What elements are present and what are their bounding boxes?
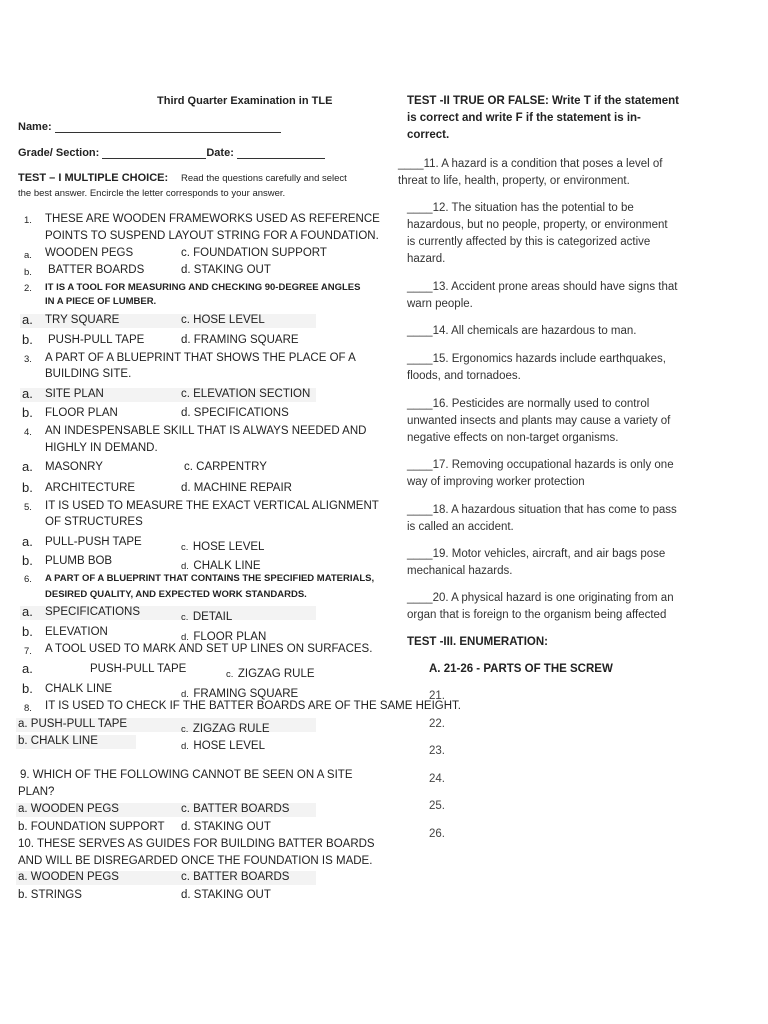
- question-text: PLAN?: [18, 786, 55, 798]
- choice-c[interactable]: c. ZIGZAG RULE: [181, 723, 270, 735]
- choice-letter: a.: [22, 459, 33, 474]
- choice-c[interactable]: c. HOSE LEVEL: [181, 541, 265, 553]
- answer-number: 21.: [429, 690, 445, 702]
- choice-letter: a.: [22, 312, 33, 327]
- choice-letter: b.: [22, 332, 33, 347]
- question-text: OF STRUCTURES: [45, 516, 143, 528]
- choice-c[interactable]: c. BATTER BOARDS: [181, 871, 290, 883]
- test2-heading: is correct and write F if the statement is in-: [407, 112, 641, 124]
- choice-b[interactable]: PUSH-PULL TAPE: [48, 334, 145, 346]
- choice-a[interactable]: a. WOODEN PEGS: [18, 803, 119, 815]
- answer-number: 26.: [429, 828, 445, 840]
- choice-a[interactable]: PULL-PUSH TAPE: [45, 536, 142, 548]
- test3-heading: TEST -III. ENUMERATION:: [407, 636, 548, 648]
- choice-c[interactable]: c. DETAIL: [181, 611, 233, 623]
- tf-item: ____15. Ergonomics hazards include earthquakes, floods, and tornadoes.: [407, 353, 666, 382]
- answer-number: 25.: [429, 800, 445, 812]
- choice-c[interactable]: c. ZIGZAG RULE: [226, 668, 315, 680]
- question-text: 10. THESE SERVES AS GUIDES FOR BUILDING BATTER BOARDS: [18, 838, 375, 850]
- choice-d[interactable]: d. HOSE LEVEL: [181, 740, 265, 752]
- choice-d[interactable]: d. FRAMING SQUARE: [181, 688, 299, 700]
- question-text: IT IS A TOOL FOR MEASURING AND CHECKING 90-DEGREE ANGLES: [45, 282, 361, 293]
- date-label: Date:: [206, 147, 234, 159]
- question-number: 3.: [24, 354, 32, 365]
- choice-a[interactable]: a. WOODEN PEGS: [18, 871, 119, 883]
- test2-heading: TEST -II TRUE OR FALSE: Write T if the statement: [407, 95, 679, 107]
- tf-item: ____18. A hazardous situation that has come to pass is called an accident.: [407, 504, 677, 533]
- question-number: 8.: [24, 703, 32, 714]
- answer-number: 24.: [429, 773, 445, 785]
- choice-letter: a.: [22, 661, 33, 676]
- test2-heading: correct.: [407, 129, 450, 141]
- test1-heading: TEST – I MULTIPLE CHOICE:: [18, 172, 169, 184]
- choice-a[interactable]: WOODEN PEGS: [45, 247, 134, 259]
- choice-b[interactable]: ARCHITECTURE: [45, 482, 136, 494]
- choice-letter: b.: [22, 681, 33, 696]
- choice-c[interactable]: c. ELEVATION SECTION: [181, 388, 311, 400]
- choice-d[interactable]: d. FRAMING SQUARE: [181, 334, 299, 346]
- tf-item: ____16. Pesticides are normally used to control unwanted insects and plants may cause a variety of negative effects on non-target organisms.: [407, 398, 671, 444]
- choice-letter: b.: [22, 480, 33, 495]
- answer-number: 23.: [429, 745, 445, 757]
- choice-letter: b.: [22, 553, 33, 568]
- question-text: AN INDESPENSABLE SKILL THAT IS ALWAYS NEEDED AND: [45, 425, 367, 437]
- date-line[interactable]: [237, 148, 325, 159]
- tf-item: ____12. The situation has the potential to be hazardous, but no people, property, or environment is currently affected by this is categorized active hazard.: [407, 202, 668, 265]
- tf-item: ____11. A hazard is a condition that poses a level of threat to life, health, property, or environment.: [398, 158, 663, 187]
- question-text: POINTS TO SUSPEND LAYOUT STRING FOR A FOUNDATION.: [45, 230, 379, 242]
- choice-c[interactable]: c. FOUNDATION SUPPORT: [181, 247, 327, 259]
- question-number: 6.: [24, 574, 32, 585]
- choice-a[interactable]: SITE PLAN: [45, 388, 104, 400]
- choice-letter: b.: [22, 405, 33, 420]
- name-label: Name:: [18, 121, 281, 133]
- question-text: THESE ARE WOODEN FRAMEWORKS USED AS REFERENCE: [45, 213, 380, 225]
- tf-item: ____20. A physical hazard is one originating from an organ that is foreign to the organism being affected: [407, 592, 674, 621]
- answer-number: 22.: [429, 718, 445, 730]
- choice-letter: b.: [24, 267, 32, 278]
- question-text: IT IS USED TO CHECK IF THE BATTER BOARDS ARE OF THE SAME HEIGHT.: [45, 700, 461, 712]
- question-text: IT IS USED TO MEASURE THE EXACT VERTICAL ALIGNMENT: [45, 500, 379, 512]
- choice-letter: a.: [22, 386, 33, 401]
- choice-d[interactable]: d. MACHINE REPAIR: [181, 482, 292, 494]
- choice-a[interactable]: TRY SQUARE: [45, 314, 120, 326]
- choice-letter: b.: [22, 624, 33, 639]
- question-text: A PART OF A BLUEPRINT THAT CONTAINS THE SPECIFIED MATERIALS,: [45, 573, 375, 584]
- choice-b[interactable]: PLUMB BOB: [45, 555, 113, 567]
- test1-instruction: Read the questions carefully and select: [181, 173, 347, 184]
- question-text: 9. WHICH OF THE FOLLOWING CANNOT BE SEEN ON A SITE: [20, 769, 353, 781]
- test1-instruction: the best answer. Encircle the letter corresponds to your answer.: [18, 188, 286, 199]
- choice-a[interactable]: a. PUSH-PULL TAPE: [18, 718, 128, 730]
- question-text: BUILDING SITE.: [45, 368, 132, 380]
- choice-c[interactable]: c. BATTER BOARDS: [181, 803, 290, 815]
- question-text: IN A PIECE OF LUMBER.: [45, 296, 157, 307]
- tf-item: ____19. Motor vehicles, aircraft, and air bags pose mechanical hazards.: [407, 548, 666, 577]
- question-text: A PART OF A BLUEPRINT THAT SHOWS THE PLACE OF A: [45, 352, 356, 364]
- choice-b[interactable]: CHALK LINE: [45, 683, 113, 695]
- tf-item: ____14. All chemicals are hazardous to man.: [407, 325, 637, 337]
- choice-b[interactable]: b. STRINGS: [18, 889, 82, 901]
- choice-a[interactable]: MASONRY: [45, 461, 103, 473]
- choice-b[interactable]: FLOOR PLAN: [45, 407, 118, 419]
- choice-b[interactable]: b. CHALK LINE: [18, 735, 98, 747]
- question-text: HIGHLY IN DEMAND.: [45, 442, 158, 454]
- choice-a[interactable]: SPECIFICATIONS: [45, 606, 140, 618]
- choice-d[interactable]: d. STAKING OUT: [181, 889, 271, 901]
- choice-d[interactable]: d. STAKING OUT: [181, 821, 271, 833]
- tf-item: ____17. Removing occupational hazards is only one way of improving worker protection: [407, 459, 674, 488]
- grade-label: Grade/ Section: Date:: [18, 147, 325, 159]
- choice-b[interactable]: ELEVATION: [45, 626, 108, 638]
- question-number: 7.: [24, 646, 32, 657]
- choice-c[interactable]: c. CARPENTRY: [184, 461, 267, 473]
- choice-d[interactable]: d. STAKING OUT: [181, 264, 271, 276]
- choice-d[interactable]: d. FLOOR PLAN: [181, 631, 267, 643]
- tf-item: ____13. Accident prone areas should have signs that warn people.: [407, 281, 678, 310]
- question-text: AND WILL BE DISREGARDED ONCE THE FOUNDATION IS MADE.: [18, 855, 373, 867]
- choice-b[interactable]: BATTER BOARDS: [48, 264, 145, 276]
- question-number: 1.: [24, 215, 32, 226]
- question-text: A TOOL USED TO MARK AND SET UP LINES ON SURFACES.: [45, 643, 373, 655]
- grade-line[interactable]: [102, 148, 206, 159]
- name-line[interactable]: [55, 122, 281, 133]
- choice-c[interactable]: c. HOSE LEVEL: [181, 314, 265, 326]
- question-number: 2.: [24, 283, 32, 294]
- choice-d[interactable]: d. SPECIFICATIONS: [181, 407, 289, 419]
- exam-title: Third Quarter Examination in TLE: [157, 95, 333, 107]
- choice-a[interactable]: PUSH-PULL TAPE: [90, 663, 187, 675]
- question-number: 5.: [24, 502, 32, 513]
- choice-d[interactable]: d. CHALK LINE: [181, 560, 261, 572]
- question-number: 4.: [24, 427, 32, 438]
- choice-letter: a.: [24, 250, 32, 261]
- choice-letter: a.: [22, 534, 33, 549]
- choice-letter: a.: [22, 604, 33, 619]
- question-text: DESIRED QUALITY, AND EXPECTED WORK STANDARDS.: [45, 589, 307, 600]
- choice-b[interactable]: b. FOUNDATION SUPPORT: [18, 821, 165, 833]
- test3-subheading: A. 21-26 - PARTS OF THE SCREW: [429, 663, 613, 675]
